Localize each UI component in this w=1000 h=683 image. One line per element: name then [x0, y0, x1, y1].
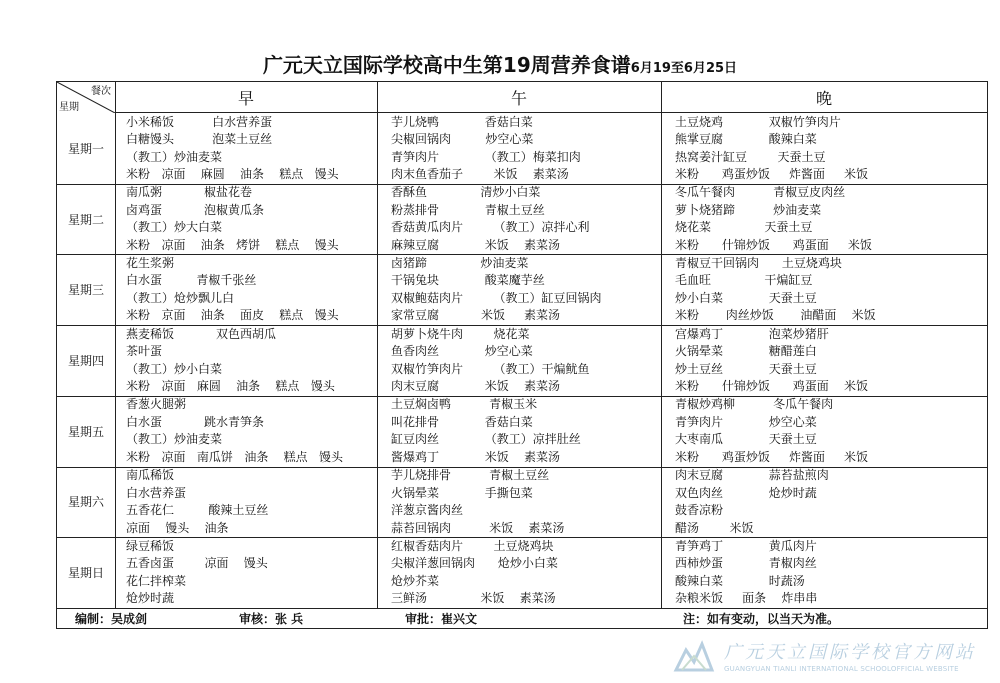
menu-line: 凉面 馒头 油条 [126, 520, 229, 535]
menu-cell-lunch [391, 114, 581, 184]
menu-line: 芋儿烧排骨 青椒土豆丝 [391, 468, 550, 482]
menu-line: 蒜苔回锅肉 米饭 素菜汤 [391, 520, 565, 535]
menu-line: 火锅晕菜 手撕包菜 [391, 485, 533, 500]
menu-line: 茶叶蛋 [126, 344, 163, 359]
menu-line: 米粉 京面 油条 面皮 糕点 馒头 [126, 308, 339, 323]
menu-line: 炒土豆丝 天蚕土豆 [675, 361, 817, 376]
day-label: 星期三 [67, 283, 104, 298]
menu-line: 大枣南瓜 天蚕土豆 [675, 432, 817, 447]
day-label: 星期日 [67, 566, 104, 581]
menu-line: 香葱火腿粥 [126, 397, 187, 412]
menu-line: 胡萝卜烧牛肉 烧花菜 [391, 326, 530, 341]
menu-line: 米粉 凉面 油条 烤饼 糕点 馒头 [126, 237, 339, 252]
menu-line: 米粉 凉面 南瓜饼 油条 糕点 馒头 [126, 449, 344, 464]
corner-day-label: 星期 [59, 102, 79, 113]
menu-line: 米粉 什锦炒饭 鸡蛋面 米饭 [675, 237, 872, 252]
footer-note: 注：如有变动，以当天为准。 [683, 612, 840, 626]
menu-cell-breakfast [126, 184, 339, 254]
footer-editor: 编制：吴成剑 [75, 612, 148, 626]
menu-line: 香菇黄瓜肉片 （教工）凉拌心利 [391, 220, 590, 235]
menu-line: 红椒香菇肉片 土豆烧鸡块 [391, 538, 554, 553]
menu-line: 毛血旺 干煸缸豆 [675, 273, 813, 288]
column-header-dinner: 晚 [661, 82, 987, 113]
menu-line: 火锅晕菜 糖醋莲白 [675, 344, 817, 359]
menu-line: 家常豆腐 米饭 素菜汤 [391, 308, 561, 323]
menu-line: 香酥鱼 清炒小白菜 [391, 185, 541, 200]
menu-line: 双椒鲍菇肉片 （教工）缸豆回锅肉 [391, 290, 602, 305]
footer-reviewer: 审核：张 兵 [239, 612, 304, 626]
divider [661, 82, 662, 608]
menu-line: 五香卤蛋 凉面 馒头 [126, 556, 268, 571]
menu-cell-lunch [391, 396, 581, 466]
menu-line: 南瓜粥 椒盐花卷 [126, 185, 252, 200]
row-divider [57, 608, 987, 609]
menu-line: 米粉 肉丝炒饭 油醋面 米饭 [675, 308, 876, 323]
menu-line: 宫爆鸡丁 泡菜炒猪肝 [675, 326, 829, 341]
menu-line: 花生浆粥 [126, 255, 175, 270]
menu-line: 小米稀饭 白水营养蛋 [126, 114, 273, 129]
day-label: 星期六 [67, 495, 104, 510]
menu-cell-lunch [391, 538, 558, 608]
menu-line: 青椒炒鸡柳 冬瓜午餐肉 [675, 397, 834, 412]
menu-line: 炝炒时蔬 [126, 591, 175, 606]
title-date-range: 6月19至6月25日 [630, 61, 738, 76]
menu-line: 米粉 鸡蛋炒饭 炸酱面 米饭 [675, 449, 869, 464]
menu-line: 肉末豆腐 米饭 素菜汤 [391, 379, 561, 394]
menu-line: 双色肉丝 炝炒时蔬 [675, 485, 817, 500]
menu-cell-dinner [675, 114, 868, 184]
menu-line: 热窝姜汁缸豆 天蚕土豆 [675, 149, 826, 164]
menu-line: 粉蒸排骨 青椒土豆丝 [391, 202, 545, 217]
menu-line: 花仁拌榨菜 [126, 573, 187, 588]
menu-line: 双椒竹笋肉片 （教工）干煸鱿鱼 [391, 361, 590, 376]
divider [115, 82, 116, 608]
menu-line: 南瓜稀饭 [126, 468, 175, 482]
menu-line: 西柿炒蛋 青椒肉丝 [675, 556, 817, 571]
menu-cell-dinner [675, 396, 868, 466]
menu-cell-breakfast [126, 467, 268, 537]
corner-meal-label: 餐次 [91, 86, 111, 97]
day-label: 星期五 [67, 424, 104, 439]
menu-line: 烧花菜 天蚕土豆 [675, 220, 813, 235]
menu-line: 炝炒芥菜 [391, 573, 440, 588]
menu-cell-lunch [391, 184, 590, 254]
title-main: 广元天立国际学校高中生第19周营养食谱 [262, 53, 631, 77]
menu-line: 白水营养蛋 [126, 485, 187, 500]
menu-line: 叫花排骨 香菇白菜 [391, 414, 533, 429]
menu-cell-dinner [675, 326, 868, 396]
menu-line: 米粉 什锦炒饭 鸡蛋面 米饭 [675, 379, 869, 394]
menu-cell-breakfast [126, 326, 335, 396]
menu-line: 白水蛋 跳水青笋条 [126, 414, 264, 429]
menu-table [56, 81, 988, 629]
menu-line: 五香花仁 酸辣土豆丝 [126, 503, 269, 517]
menu-line: 青椒豆干回锅肉 土豆烧鸡块 [675, 255, 842, 270]
menu-line: 干锅兔块 酸菜魔芋丝 [391, 273, 545, 288]
watermark-name: 广元天立国际学校官方网站 [724, 642, 976, 663]
menu-line: 麻辣豆腐 米饭 素菜汤 [391, 237, 561, 252]
menu-line: 醋汤 米饭 [675, 520, 754, 535]
menu-cell-breakfast [126, 114, 339, 184]
menu-line: 萝卜烧猪蹄 炒油麦菜 [675, 202, 822, 217]
menu-line: 酱爆鸡丁 米饭 素菜汤 [391, 449, 561, 464]
menu-line: 缸豆肉丝 （教工）凉拌肚丝 [391, 432, 581, 447]
footer-row [57, 608, 987, 628]
menu-line: （教工）炒油麦菜 [126, 149, 223, 164]
menu-line: 米粉 鸡蛋炒饭 炸酱面 米饭 [675, 167, 869, 181]
menu-line: 洋葱京酱肉丝 [391, 503, 464, 517]
menu-line: 燕麦稀饭 双色西胡瓜 [126, 326, 276, 341]
menu-line: 青笋鸡丁 黄瓜肉片 [675, 538, 817, 553]
menu-cell-lunch [391, 467, 564, 537]
menu-line: 卤猪蹄 炒油麦菜 [391, 255, 529, 270]
menu-cell-breakfast [126, 255, 339, 325]
menu-line: 三鲜汤 米饭 素菜汤 [391, 591, 556, 606]
column-header-lunch: 午 [377, 82, 661, 113]
day-label: 星期一 [67, 141, 104, 156]
menu-line: 杂粮米饭 面条 炸串串 [675, 591, 818, 606]
menu-line: 白糖馒头 泡菜土豆丝 [126, 132, 273, 146]
menu-line: 青笋肉片 （教工）梅菜扣肉 [391, 149, 581, 164]
menu-line: 卤鸡蛋 泡椒黄瓜条 [126, 202, 264, 217]
menu-line: 米粉 凉面 麻圆 油条 糕点 馒头 [126, 167, 339, 181]
menu-cell-lunch [391, 255, 602, 325]
menu-line: 肉末鱼香茄子 米饭 素菜汤 [391, 167, 569, 181]
menu-line: （教工）炒油麦菜 [126, 432, 223, 447]
page-title [0, 49, 1000, 78]
menu-line: 炒小白菜 天蚕土豆 [675, 290, 817, 305]
school-logo-icon [672, 636, 716, 676]
menu-cell-breakfast [126, 538, 268, 608]
day-label: 星期四 [67, 353, 104, 368]
menu-line: 尖椒洋葱回锅肉 炝炒小白菜 [391, 556, 558, 571]
corner-header [57, 82, 115, 113]
column-header-breakfast: 早 [115, 82, 377, 113]
day-label: 星期二 [67, 212, 104, 227]
menu-line: （教工）炝炒飘儿白 [126, 290, 235, 305]
menu-cell-dinner [675, 538, 817, 608]
menu-line: 青笋肉片 炒空心菜 [675, 414, 817, 429]
menu-line: 土豆烧鸡 双椒竹笋肉片 [675, 114, 841, 129]
watermark-english: GUANGYUAN TIANLI INTERNATIONAL SCHOOLOFFICIAL WEBSITE [724, 665, 959, 673]
menu-line: 鼓香凉粉 [675, 503, 724, 517]
menu-cell-dinner [675, 184, 872, 254]
footer-approver: 审批：崔兴文 [405, 612, 478, 626]
school-watermark [672, 636, 994, 680]
menu-line: 芋儿烧鸭 香菇白菜 [391, 114, 533, 129]
menu-cell-dinner [675, 255, 876, 325]
menu-cell-breakfast [126, 396, 343, 466]
menu-line: 尖椒回锅肉 炒空心菜 [391, 132, 534, 146]
menu-cell-dinner [675, 467, 829, 537]
menu-line: 土豆焖卤鸭 青椒玉米 [391, 397, 538, 412]
menu-line: 酸辣白菜 时蔬汤 [675, 573, 805, 588]
menu-line: 熊掌豆腐 酸辣白菜 [675, 132, 817, 146]
menu-line: （教工）炒大白菜 [126, 220, 223, 235]
menu-line: 肉末豆腐 蒜苔盐煎肉 [675, 468, 829, 482]
menu-line: 绿豆稀饭 [126, 538, 175, 553]
menu-cell-lunch [391, 326, 590, 396]
menu-line: 米粉 凉面 麻圆 油条 糕点 馒头 [126, 379, 335, 394]
menu-line: 冬瓜午餐肉 青椒豆皮肉丝 [675, 185, 846, 200]
menu-line: （教工）炒小白菜 [126, 361, 223, 376]
menu-line: 白水蛋 青椒千张丝 [126, 273, 257, 288]
divider [377, 82, 378, 608]
menu-line: 鱼香肉丝 炒空心菜 [391, 344, 533, 359]
